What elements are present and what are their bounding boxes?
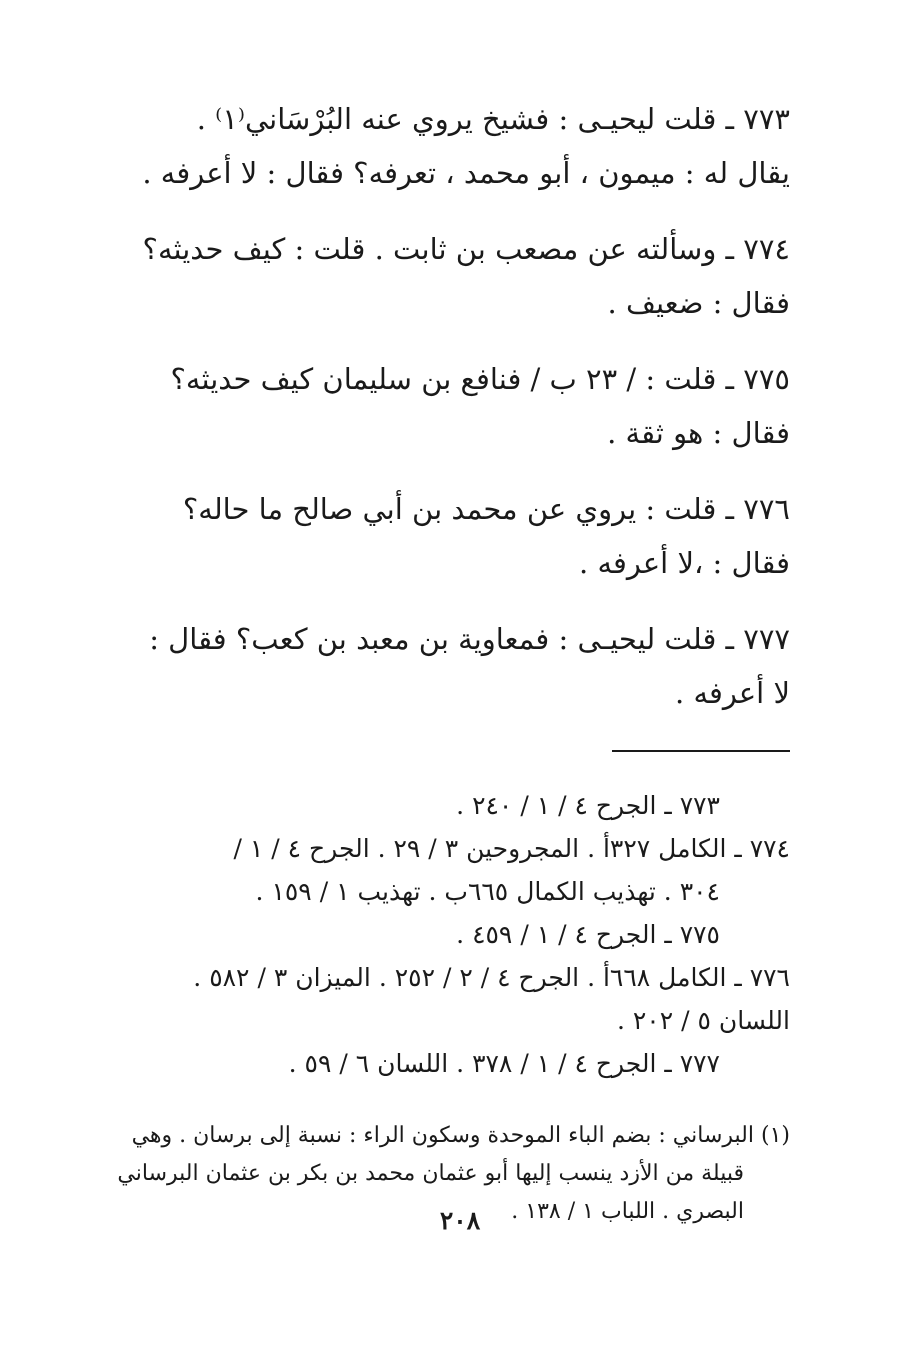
entry-line: ٧٧٥ ـ قلت : / ٢٣ ب / فنافع بن سليمان كيف حديثه؟	[170, 362, 790, 396]
entry-777	[118, 612, 790, 720]
reference-line: ٧٧٦ ـ الكامل ٦٦٨أ . الجرح ٤ / ٢ / ٢٥٢ . الميزان ٣ / ٥٨٢ .	[193, 963, 790, 992]
reference-line: اللسان ٥ / ٢٠٢ .	[616, 1006, 790, 1035]
entry-line: لا أعرفه .	[675, 676, 790, 710]
footnote-line: قبيلة من الأزد ينسب إليها أبو عثمان محمد بن بكر بن عثمان البرساني	[117, 1161, 744, 1186]
reference-line: ٧٧٧ ـ الجرح ٤ / ١ / ٣٧٨ . اللسان ٦ / ٥٩ .	[288, 1049, 720, 1078]
reference-line: ٧٧٥ ـ الجرح ٤ / ١ / ٤٥٩ .	[456, 920, 720, 949]
footnote-line: البصري . اللباب ١ / ١٣٨ .	[511, 1199, 744, 1224]
entry-776	[118, 482, 790, 590]
entry-line: فقال : ضعيف .	[607, 286, 790, 320]
entry-line: فقال : هو ثقة .	[607, 416, 790, 450]
entry-line: ٧٧٦ ـ قلت : يروي عن محمد بن أبي صالح ما حاله؟	[182, 492, 790, 526]
reference-line: ٧٧٣ ـ الجرح ٤ / ١ / ٢٤٠ .	[456, 791, 720, 820]
entry-line: ٧٧٣ ـ قلت ليحيـى : فشيخ يروي عنه البُرْسَاني⁽١⁾ .	[196, 102, 790, 136]
reference-line: ٣٠٤ . تهذيب الكمال ٦٦٥ب . تهذيب ١ / ١٥٩ .	[255, 877, 720, 906]
entry-line: فقال : ،لا أعرفه .	[579, 546, 790, 580]
footnote-line: (١) البرساني : بضم الباء الموحدة وسكون الراء : نسبة إلى برسان . وهي	[131, 1123, 790, 1148]
page-body	[118, 92, 790, 1231]
page-number: ٢٠٨	[439, 1206, 481, 1235]
references-list	[118, 784, 790, 1085]
entry-line: ٧٧٧ ـ قلت ليحيـى : فمعاوية بن معبد بن كعب؟ فقال :	[149, 622, 790, 656]
entry-line: يقال له : ميمون ، أبو محمد ، تعرفه؟ فقال : لا أعرفه .	[142, 156, 790, 190]
entry-774	[118, 222, 790, 330]
reference-line: ٧٧٤ ـ الكامل ٣٢٧أ . المجروحين ٣ / ٢٩ . الجرح ٤ / ١ /	[233, 834, 790, 863]
footnote-divider	[612, 750, 790, 752]
entry-773	[118, 92, 790, 200]
entry-line: ٧٧٤ ـ وسألته عن مصعب بن ثابت . قلت : كيف حديثه؟	[142, 232, 790, 266]
entry-775	[118, 352, 790, 460]
